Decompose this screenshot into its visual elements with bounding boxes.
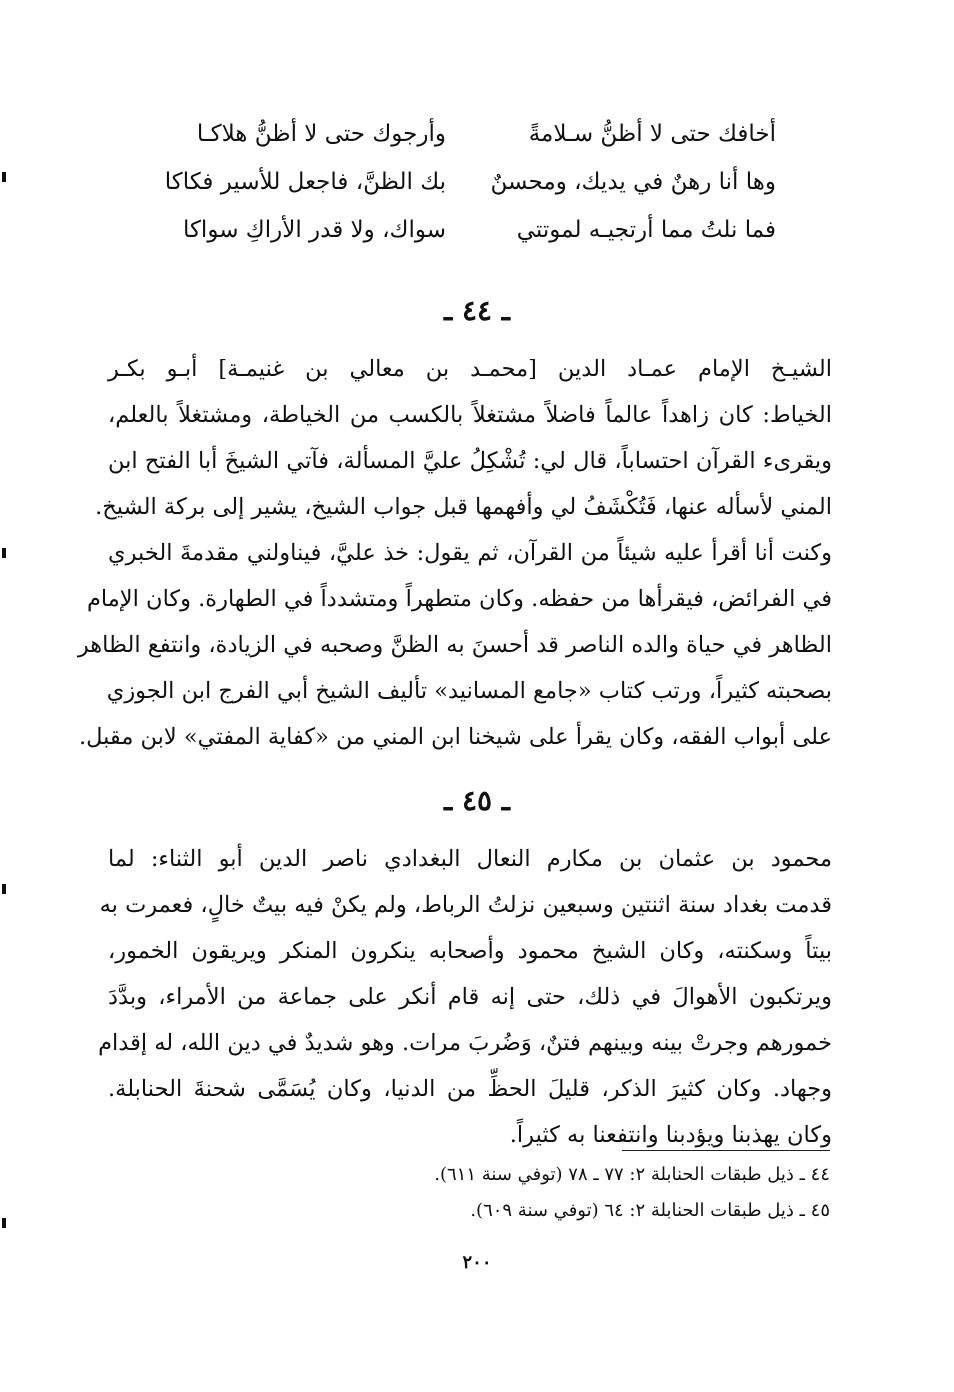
verse-line: سواك، ولا قدر الأراكِ سواكا: [182, 217, 446, 243]
verse-first-hemistichs: [480, 110, 776, 254]
entry-number: ـ ٤٤ ـ: [444, 294, 510, 327]
verse-line: فما نلتُ مما أرتجيـه لموتتي: [516, 217, 776, 243]
text-line: في الفرائض، فيقرأها من حفظه. وكان متطهراً ومتشدداً في الطهارة. وكان الإمام: [86, 586, 832, 612]
scan-mark: [2, 1218, 6, 1228]
text-line: قدمت بغداد سنة اثنتين وسبعين نزلتُ الرباط، ولم يكنْ فيه بيتٌ خالٍ، فعمرت به: [99, 892, 832, 918]
verse-line: أخافك حتى لا أظنُّ سـلامةً: [528, 121, 776, 147]
verse-line: وها أنا رهنٌ في يديك، ومحسنٌ: [490, 169, 776, 195]
text-line: بصحبته كثيراً، ورتب كتاب «جامع المسانيد» تأليف الشيخ أبي الفرج ابن الجوزي: [106, 678, 832, 704]
text-line: الخياط: كان زاهداً عالماً فاضلاً مشتغلاً بالكسب من الخياطة، ومشتغلاً بالعلم،: [108, 402, 832, 428]
entry-number: ـ ٤٥ ـ: [444, 784, 510, 817]
text-line: وجهاد. وكان كثيرَ الذكر، قليلَ الحظِّ من الدنيا، وكان يُسَمَّى شحنةَ الحنابلة.: [108, 1076, 832, 1102]
text-line: ويقرىء القرآن احتساباً، قال لي: تُشْكِلُ عليَّ المسألة، فآتي الشيخَ أبا الفتح ابن: [108, 448, 832, 474]
text-line: على أبواب الفقه، وكان يقرأ على شيخنا ابن المني من «كفاية المفتي» لابن مقبل.: [78, 724, 832, 750]
scan-mark: [2, 548, 6, 558]
text-line: وكان يهذبنا ويؤدبنا وانتفعنا به كثيراً.: [509, 1122, 832, 1148]
text-line: الظاهر في حياة والده الناصر قد أحسنَ به الظنَّ وصحبه في الزيادة، وانتفع الظاهر: [77, 632, 832, 658]
text-line: وكنت أنا أقرأ عليه شيئاً من القرآن، ثم يقول: خذ عليَّ، فيناولني مقدمةَ الخبري: [108, 540, 832, 566]
text-line: المني لأسأله عنها، فَتُكْشَفُ لي وأفهمها قبل جواب الشيخ، يشير إلى بركة الشيخ.: [95, 494, 832, 520]
scan-mark: [2, 172, 6, 182]
verse-second-hemistichs: [164, 110, 446, 254]
text-line: ويرتكبون الأهوالَ في ذلك، حتى إنه قام أنكر على جماعة من الأمراء، وبدَّدَ: [108, 984, 832, 1010]
text-line: بيتاً وسكنته، وكان الشيخ محمود وأصحابه ينكرون المنكر ويريقون الخمور،: [108, 938, 832, 964]
footnote: ٤٥ ـ ذيل طبقات الحنابلة ٢: ٦٤ (توفي سنة ٦٠٩).: [470, 1200, 830, 1221]
text-line: محمود بن عثمان بن مكارم النعال البغدادي ناصر الدين أبو الثناء: لما: [108, 846, 832, 872]
text-line: خمورهم وجرتْ بينه وبينهم فتنٌ، وَضُربَ مرات. وهو شديدٌ في دين الله، له إقدام: [98, 1030, 832, 1056]
verse-line: بك الظنَّ، فاجعل للأسير فكاكا: [164, 169, 446, 195]
scan-mark: [2, 884, 6, 894]
footnote-separator: [622, 1150, 830, 1151]
entry-45-text: [98, 836, 832, 1158]
text-line: الشيـخ الإمام عمـاد الدين [محمـد بن معالي بن غنيمـة] أبـو بكـر: [108, 356, 832, 382]
footnote: ٤٤ ـ ذيل طبقات الحنابلة ٢: ٧٧ ـ ٧٨ (توفي سنة ٦١١).: [434, 1164, 830, 1185]
entry-44-text: [77, 346, 832, 760]
page-number: ٢٠٠: [462, 1252, 492, 1273]
verse-line: وأرجوك حتى لا أظنُّ هلاكـا: [196, 121, 446, 147]
